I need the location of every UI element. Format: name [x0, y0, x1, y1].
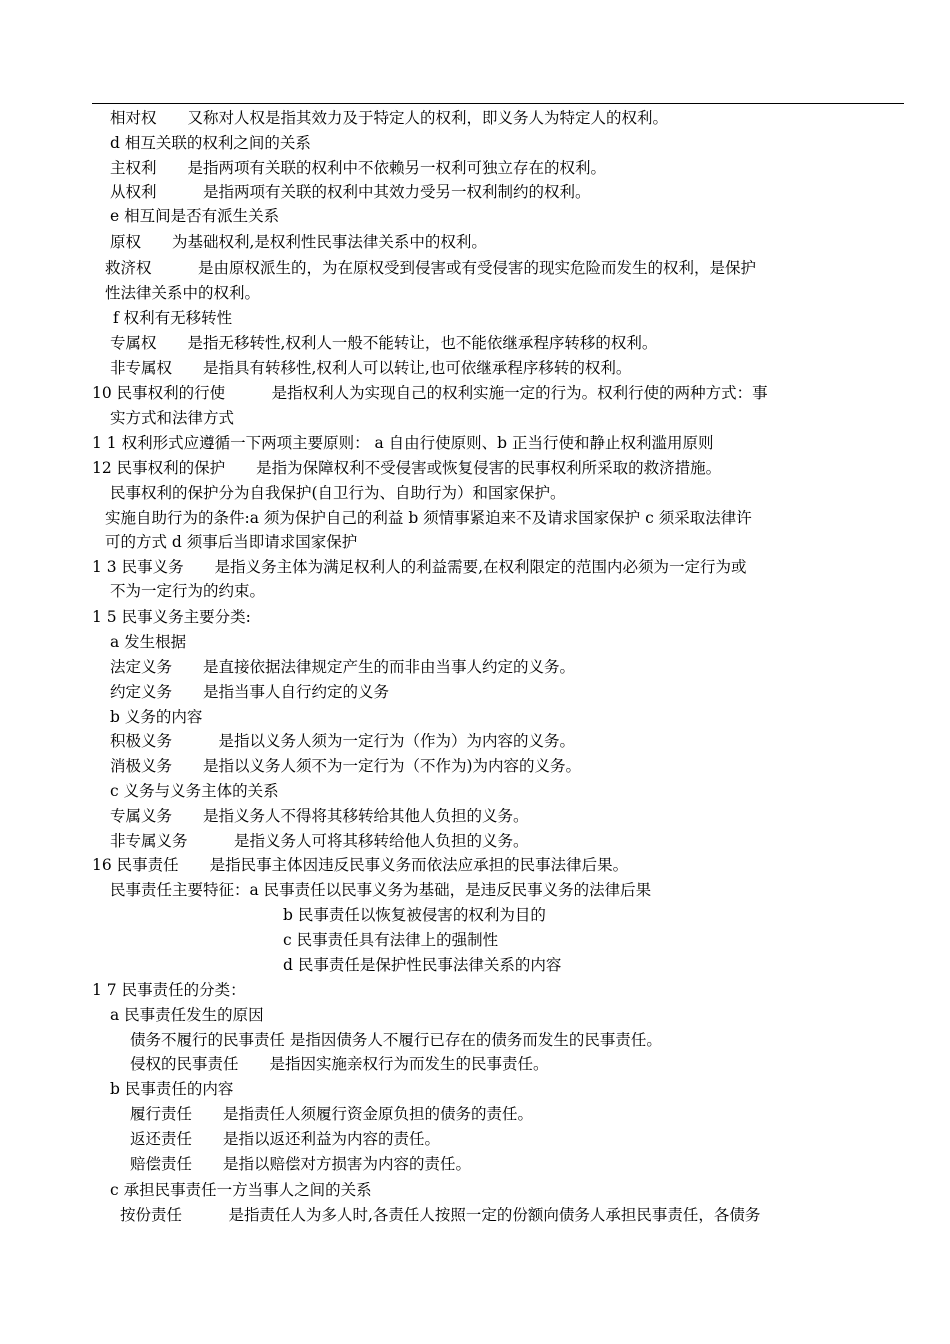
text-line-35: d 民事责任是保护性民事法律关系的内容	[283, 956, 562, 974]
text-line-2: d 相互关联的权利之间的关系	[110, 134, 311, 152]
text-line-33: b 民事责任以恢复被侵害的权利为目的	[283, 906, 546, 924]
text-line-7: 救济权 是由原权派生的，为在原权受到侵害或有受侵害的现实危险而发生的权利，是保护	[105, 259, 757, 277]
text-line-10: 专属权 是指无移转性,权利人一般不能转让，也不能依继承程序转移的权利。	[110, 334, 658, 352]
text-line-25: b 义务的内容	[110, 708, 203, 726]
text-line-40: b 民事责任的内容	[110, 1080, 234, 1098]
text-line-1: 相对权 又称对人权是指其效力及于特定人的权利，即义务人为特定人的权利。	[110, 109, 669, 127]
text-line-31: 16 民事责任 是指民事主体因违反民事义务而依法应承担的民事法律后果。	[92, 856, 629, 874]
text-line-37: a 民事责任发生的原因	[110, 1006, 264, 1024]
text-line-17: 实施自助行为的条件:a 须为保护自己的利益 b 须情事紧迫来不及请求国家保护 c 须采取法律许	[105, 509, 752, 527]
text-line-38: 债务不履行的民事责任 是指因债务人不履行已存在的债务而发生的民事责任。	[130, 1031, 662, 1049]
text-line-30: 非专属义务 是指义务人可将其移转给他人负担的义务。	[110, 832, 529, 850]
text-line-42: 返还责任 是指以返还利益为内容的责任。	[130, 1130, 441, 1148]
text-line-45: 按份责任 是指责任人为多人时,各责任人按照一定的份额向债务人承担民事责任，各债务	[120, 1206, 761, 1224]
text-line-12: 10 民事权利的行使 是指权利人为实现自己的权利实施一定的行为。权利行使的两种方式：事	[92, 384, 768, 402]
text-line-26: 积极义务 是指以义务人须为一定行为（作为）为内容的义务。	[110, 732, 576, 750]
text-line-18: 可的方式 d 须事后当即请求国家保护	[105, 533, 358, 551]
text-line-29: 专属义务 是指义务人不得将其移转给其他人负担的义务。	[110, 807, 529, 825]
text-line-14: 1 1 权利形式应遵循一下两项主要原则： a 自由行使原则、b 正当行使和静止权利滥用原则	[92, 434, 714, 452]
text-line-27: 消极义务 是指以义务人须不为一定行为（不作为)为内容的义务。	[110, 757, 582, 775]
text-line-4: 从权利 是指两项有关联的权利中其效力受另一权利制约的权利。	[110, 183, 591, 201]
text-line-20: 不为一定行为的约束。	[110, 582, 266, 600]
text-line-13: 实方式和法律方式	[110, 409, 235, 427]
text-line-24: 约定义务 是指当事人自行约定的义务	[110, 683, 390, 701]
text-line-11: 非专属权 是指具有转移性,权利人可以转让,也可依继承程序移转的权利。	[110, 359, 632, 377]
text-line-36: 1 7 民事责任的分类：	[92, 981, 246, 999]
text-line-32: 民事责任主要特征：a 民事责任以民事义务为基础，是违反民事义务的法律后果	[110, 881, 652, 899]
text-line-16: 民事权利的保护分为自我保护(自卫行为、自助行为）和国家保护。	[110, 484, 566, 502]
text-line-15: 12 民事权利的保护 是指为保障权利不受侵害或恢复侵害的民事权利所采取的救济措施。	[92, 459, 722, 477]
text-line-19: 1 3 民事义务 是指义务主体为满足权利人的利益需要,在权利限定的范围内必须为一定行为或	[92, 558, 747, 576]
text-line-39: 侵权的民事责任 是指因实施亲权行为而发生的民事责任。	[130, 1055, 549, 1073]
text-line-44: c 承担民事责任一方当事人之间的关系	[110, 1181, 372, 1199]
text-line-34: c 民事责任具有法律上的强制性	[283, 931, 499, 949]
text-line-28: c 义务与义务主体的关系	[110, 782, 279, 800]
text-line-8: 性法律关系中的权利。	[105, 284, 261, 302]
text-line-22: a 发生根据	[110, 633, 187, 651]
text-line-23: 法定义务 是直接依据法律规定产生的而非由当事人约定的义务。	[110, 658, 576, 676]
text-line-3: 主权利 是指两项有关联的权利中不依赖另一权利可独立存在的权利。	[110, 159, 607, 177]
text-line-43: 赔偿责任 是指以赔偿对方损害为内容的责任。	[130, 1155, 472, 1173]
header-rule	[92, 103, 904, 104]
text-line-41: 履行责任 是指责任人须履行资金原负担的债务的责任。	[130, 1105, 534, 1123]
text-line-6: 原权 为基础权利,是权利性民事法律关系中的权利。	[110, 233, 487, 251]
text-line-5: e 相互间是否有派生关系	[110, 207, 280, 225]
text-line-9: f 权利有无移转性	[113, 309, 233, 327]
text-line-21: 1 5 民事义务主要分类:	[92, 608, 251, 626]
